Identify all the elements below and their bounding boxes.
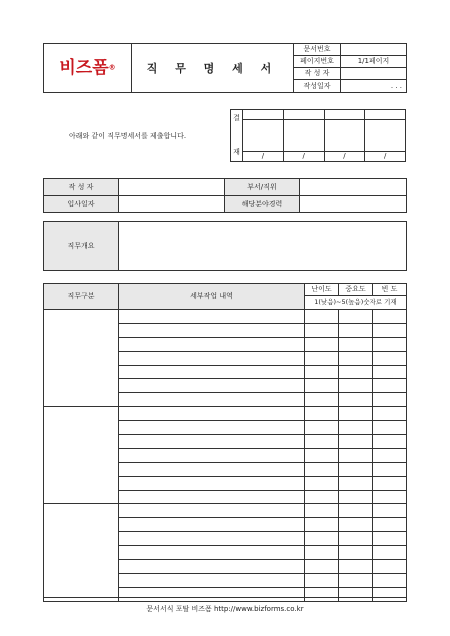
approver-date-2[interactable]: /	[283, 152, 324, 162]
difficulty-cell[interactable]	[305, 462, 339, 476]
difficulty-cell[interactable]	[305, 504, 339, 518]
difficulty-cell[interactable]	[305, 573, 339, 587]
category-header: 직무구분	[44, 284, 119, 310]
overview-table	[43, 221, 407, 271]
importance-cell[interactable]	[339, 379, 373, 393]
difficulty-cell[interactable]	[305, 587, 339, 601]
frequency-cell[interactable]	[373, 421, 407, 435]
importance-cell[interactable]	[339, 393, 373, 407]
task-detail-cell[interactable]	[119, 518, 305, 532]
importance-cell[interactable]	[339, 546, 373, 560]
difficulty-cell[interactable]	[305, 379, 339, 393]
importance-cell[interactable]	[339, 476, 373, 490]
importance-cell[interactable]	[339, 407, 373, 421]
frequency-cell[interactable]	[373, 587, 407, 601]
difficulty-cell[interactable]	[305, 490, 339, 504]
approval-label-bottom: 재	[233, 147, 240, 156]
importance-cell[interactable]	[339, 435, 373, 449]
career-field[interactable]	[300, 196, 407, 213]
meta-label-doc-number: 문서번호	[294, 44, 341, 56]
importance-cell[interactable]	[339, 365, 373, 379]
dept-position-label: 부서/직위	[225, 179, 300, 196]
frequency-cell[interactable]	[373, 393, 407, 407]
difficulty-cell[interactable]	[305, 560, 339, 574]
meta-value-date[interactable]: . . .	[341, 80, 407, 93]
approval-label	[231, 110, 243, 162]
difficulty-cell[interactable]	[305, 351, 339, 365]
approver-title-3[interactable]	[324, 110, 365, 120]
meta-value-doc-number[interactable]	[341, 44, 407, 56]
importance-cell[interactable]	[339, 462, 373, 476]
importance-cell[interactable]	[339, 490, 373, 504]
frequency-header: 빈 도	[373, 284, 407, 296]
approver-date-4[interactable]: /	[365, 152, 406, 162]
task-detail-cell[interactable]	[119, 407, 305, 421]
scale-note: 1(낮음)~5(높음)숫자로 기재	[305, 296, 407, 310]
difficulty-cell[interactable]	[305, 310, 339, 324]
frequency-cell[interactable]	[373, 462, 407, 476]
frequency-cell[interactable]	[373, 310, 407, 324]
approver-title-4[interactable]	[365, 110, 406, 120]
difficulty-cell[interactable]	[305, 476, 339, 490]
importance-cell[interactable]	[339, 587, 373, 601]
difficulty-cell[interactable]	[305, 532, 339, 546]
task-detail-cell[interactable]	[119, 532, 305, 546]
task-category-cell[interactable]	[44, 407, 119, 504]
difficulty-header: 난이도	[305, 284, 339, 296]
approval-label-top: 결	[233, 114, 240, 123]
difficulty-cell[interactable]	[305, 337, 339, 351]
approver-sign-1[interactable]	[243, 120, 284, 152]
info-table	[43, 178, 407, 213]
approver-sign-3[interactable]	[324, 120, 365, 152]
footer-rule	[43, 597, 406, 598]
approver-sign-2[interactable]	[283, 120, 324, 152]
logo-cell	[44, 44, 132, 93]
frequency-cell[interactable]	[373, 518, 407, 532]
difficulty-cell[interactable]	[305, 435, 339, 449]
task-detail-cell[interactable]	[119, 462, 305, 476]
task-detail-cell[interactable]	[119, 476, 305, 490]
task-row	[44, 310, 407, 324]
meta-label-author: 작 성 자	[294, 68, 341, 80]
frequency-cell[interactable]	[373, 504, 407, 518]
task-detail-cell[interactable]	[119, 504, 305, 518]
meta-label-date: 작성일자	[294, 80, 341, 93]
join-date-field[interactable]	[119, 196, 225, 213]
task-row	[44, 504, 407, 518]
approver-date-1[interactable]: /	[243, 152, 284, 162]
frequency-cell[interactable]	[373, 379, 407, 393]
author-field[interactable]	[119, 179, 225, 196]
meta-label-page-number: 페이지번호	[294, 56, 341, 68]
importance-cell[interactable]	[339, 323, 373, 337]
difficulty-cell[interactable]	[305, 407, 339, 421]
task-detail-cell[interactable]	[119, 323, 305, 337]
frequency-cell[interactable]	[373, 351, 407, 365]
task-detail-cell[interactable]	[119, 365, 305, 379]
document-title: 직 무 명 세 서	[132, 44, 294, 93]
approver-title-1[interactable]	[243, 110, 284, 120]
importance-cell[interactable]	[339, 504, 373, 518]
overview-field[interactable]	[119, 222, 407, 271]
difficulty-cell[interactable]	[305, 448, 339, 462]
meta-value-page-number[interactable]: 1/1페이지	[341, 56, 407, 68]
task-category-cell[interactable]	[44, 504, 119, 601]
approval-table	[230, 109, 406, 162]
frequency-cell[interactable]	[373, 435, 407, 449]
frequency-cell[interactable]	[373, 490, 407, 504]
meta-value-author[interactable]	[341, 68, 407, 80]
difficulty-cell[interactable]	[305, 421, 339, 435]
footer-text: 문서서식 포탈 비즈폼 http://www.bizforms.co.kr	[146, 605, 304, 613]
task-detail-cell[interactable]	[119, 310, 305, 324]
frequency-cell[interactable]	[373, 365, 407, 379]
importance-cell[interactable]	[339, 573, 373, 587]
submit-statement: 아래와 같이 직무명세서를 제출합니다.	[69, 132, 187, 140]
join-date-label: 입사일자	[44, 196, 119, 213]
difficulty-cell[interactable]	[305, 546, 339, 560]
approver-sign-4[interactable]	[365, 120, 406, 152]
frequency-cell[interactable]	[373, 448, 407, 462]
frequency-cell[interactable]	[373, 532, 407, 546]
task-detail-cell[interactable]	[119, 490, 305, 504]
task-detail-cell[interactable]	[119, 351, 305, 365]
task-row	[44, 407, 407, 421]
frequency-cell[interactable]	[373, 560, 407, 574]
task-table	[43, 283, 407, 602]
importance-cell[interactable]	[339, 310, 373, 324]
importance-header: 중요도	[339, 284, 373, 296]
importance-cell[interactable]	[339, 421, 373, 435]
registered-mark: ®	[108, 63, 116, 72]
task-detail-cell[interactable]	[119, 546, 305, 560]
importance-cell[interactable]	[339, 351, 373, 365]
importance-cell[interactable]	[339, 337, 373, 351]
task-detail-cell[interactable]	[119, 379, 305, 393]
difficulty-cell[interactable]	[305, 518, 339, 532]
approver-title-2[interactable]	[283, 110, 324, 120]
header-table	[43, 43, 407, 93]
task-detail-cell[interactable]	[119, 587, 305, 601]
career-label: 해당분야경력	[225, 196, 300, 213]
task-detail-cell[interactable]	[119, 393, 305, 407]
frequency-cell[interactable]	[373, 323, 407, 337]
frequency-cell[interactable]	[373, 546, 407, 560]
author-label: 작 성 자	[44, 179, 119, 196]
importance-cell[interactable]	[339, 448, 373, 462]
frequency-cell[interactable]	[373, 407, 407, 421]
dept-position-field[interactable]	[300, 179, 407, 196]
importance-cell[interactable]	[339, 518, 373, 532]
bizforms-logo: 비즈폼	[59, 57, 109, 78]
importance-cell[interactable]	[339, 532, 373, 546]
difficulty-cell[interactable]	[305, 323, 339, 337]
approver-date-3[interactable]: /	[324, 152, 365, 162]
task-detail-cell[interactable]	[119, 337, 305, 351]
task-category-cell[interactable]	[44, 310, 119, 407]
frequency-cell[interactable]	[373, 476, 407, 490]
frequency-cell[interactable]	[373, 573, 407, 587]
task-detail-cell[interactable]	[119, 435, 305, 449]
difficulty-cell[interactable]	[305, 393, 339, 407]
overview-label: 직무개요	[44, 222, 119, 271]
detail-header: 세부작업 내역	[119, 284, 305, 310]
difficulty-cell[interactable]	[305, 365, 339, 379]
task-detail-cell[interactable]	[119, 421, 305, 435]
frequency-cell[interactable]	[373, 337, 407, 351]
importance-cell[interactable]	[339, 560, 373, 574]
task-detail-cell[interactable]	[119, 573, 305, 587]
task-detail-cell[interactable]	[119, 560, 305, 574]
task-detail-cell[interactable]	[119, 448, 305, 462]
